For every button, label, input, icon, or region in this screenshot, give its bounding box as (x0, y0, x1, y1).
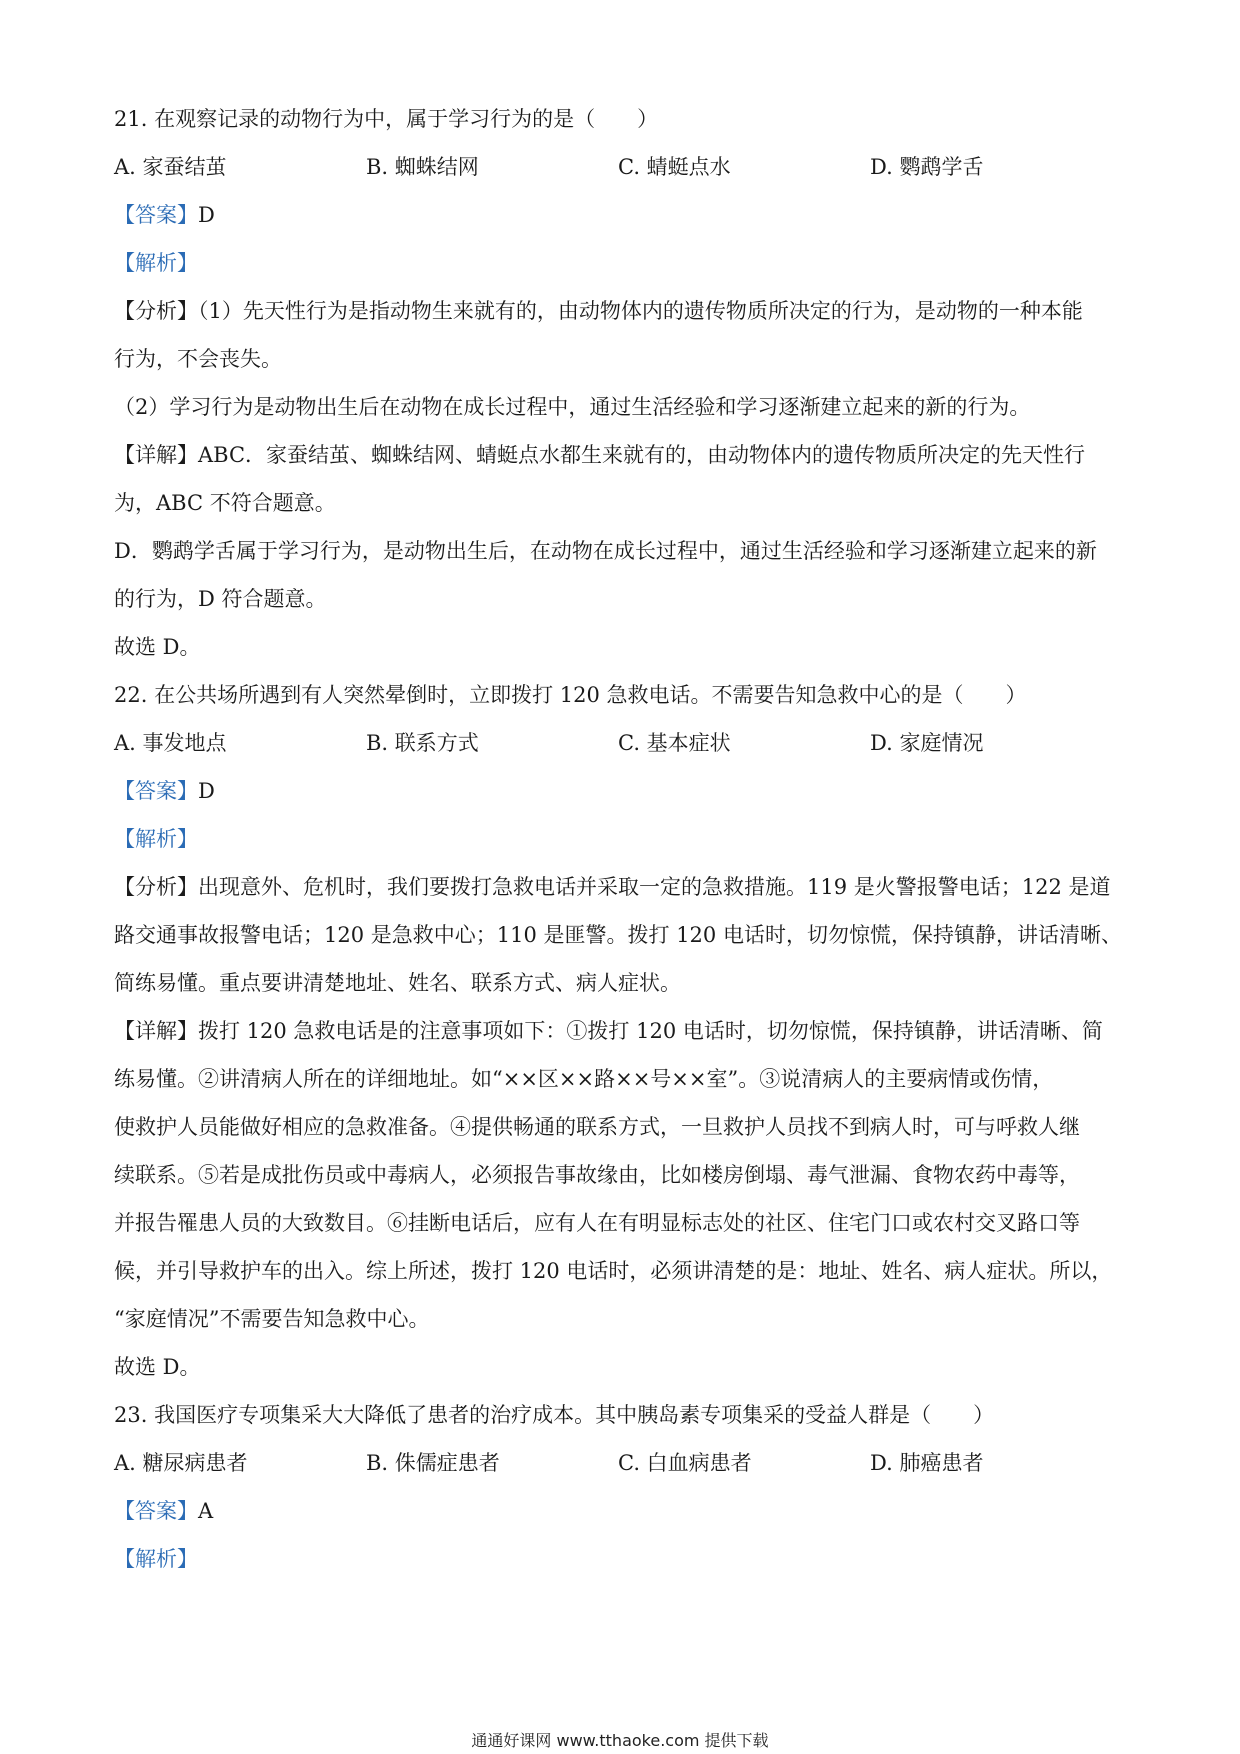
q21-fenxi-1 (114, 296, 1083, 326)
q21-jiexi (114, 248, 198, 278)
footer-watermark: 通通好课网 www.tthaoke.com 提供下载 (471, 1731, 769, 1750)
q22-fenxi-3: 简练易懂。重点要讲清楚地址、姓名、联系方式、病人症状。 (114, 971, 681, 995)
q23-option-d: D. 肺癌患者 (870, 1451, 984, 1475)
answer-value: D (198, 203, 215, 227)
q23-answer (114, 1496, 213, 1526)
q22-option-b: B. 联系方式 (366, 731, 479, 755)
xiangjie-text: 拨打 120 急救电话是的注意事项如下：①拨打 120 电话时，切勿惊慌，保持镇静，讲话清晰、简 (198, 1019, 1103, 1043)
xiangjie-text: ABC．家蚕结茧、蜘蛛结网、蜻蜓点水都生来就有的，由动物体内的遗传物质所决定的先天性行 (198, 443, 1086, 467)
q21-stem: 21. 在观察记录的动物行为中，属于学习行为的是（ ） (114, 107, 659, 131)
q21-option-c: C. 蜻蜓点水 (618, 155, 731, 179)
q22-option-c: C. 基本症状 (618, 731, 731, 755)
q22-conclusion: 故选 D。 (114, 1355, 201, 1379)
q23-option-a: A. 糖尿病患者 (114, 1451, 248, 1475)
q21-xiangjie-2: 为，ABC 不符合题意。 (114, 491, 336, 515)
q21-xiangjie-3: D．鹦鹉学舌属于学习行为，是动物出生后，在动物在成长过程中，通过生活经验和学习逐渐建立起来的新 (114, 539, 1097, 563)
fenxi-text: （1）先天性行为是指动物生来就有的，由动物体内的遗传物质所决定的行为，是动物的一种本能 (198, 299, 1083, 323)
q22-option-a: A. 事发地点 (114, 731, 227, 755)
q22-fenxi-2: 路交通事故报警电话；120 是急救中心；110 是匪警。拨打 120 电话时，切勿惊慌，保持镇静，讲话清晰、 (114, 923, 1122, 947)
q22-xiangjie-2: 练易懂。②讲清病人所在的详细地址。如“××区××路××号××室”。③说清病人的主要病情或伤情， (114, 1067, 1054, 1091)
q22-xiangjie-4: 续联系。⑤若是成批伤员或中毒病人，必须报告事故缘由，比如楼房倒塌、毒气泄漏、食物农药中毒等， (114, 1163, 1080, 1187)
answer-value: D (198, 779, 215, 803)
q22-jiexi (114, 824, 198, 854)
q21-fenxi-3: （2）学习行为是动物出生后在动物在成长过程中，通过生活经验和学习逐渐建立起来的新的行为。 (114, 395, 1031, 419)
q22-stem: 22. 在公共场所遇到有人突然晕倒时，立即拨打 120 急救电话。不需要告知急救中心的是（ ） (114, 683, 1027, 707)
jiexi-label: 【解析】 (114, 827, 198, 851)
q22-xiangjie-5: 并报告罹患人员的大致数目。⑥挂断电话后，应有人在有明显标志处的社区、住宅门口或农村交叉路口等 (114, 1211, 1080, 1235)
q22-fenxi-1 (114, 872, 1111, 902)
q22-answer (114, 776, 215, 806)
fenxi-text: 出现意外、危机时，我们要拨打急救电话并采取一定的急救措施。119 是火警报警电话；122 是道 (198, 875, 1111, 899)
jiexi-label: 【解析】 (114, 251, 198, 275)
fenxi-label: 【分析】 (114, 299, 198, 323)
q21-fenxi-2: 行为，不会丧失。 (114, 347, 282, 371)
answer-label: 【答案】 (114, 203, 198, 227)
q21-answer (114, 200, 215, 230)
q23-option-b: B. 侏儒症患者 (366, 1451, 500, 1475)
q23-stem: 23. 我国医疗专项集采大大降低了患者的治疗成本。其中胰岛素专项集采的受益人群是（ ） (114, 1403, 995, 1427)
q23-option-c: C. 白血病患者 (618, 1451, 752, 1475)
q22-xiangjie-7: “家庭情况”不需要告知急救中心。 (114, 1307, 430, 1331)
q22-xiangjie-1 (114, 1016, 1103, 1046)
q22-xiangjie-3: 使救护人员能做好相应的急救准备。④提供畅通的联系方式，一旦救护人员找不到病人时，可与呼救人继 (114, 1115, 1080, 1139)
answer-label: 【答案】 (114, 779, 198, 803)
q21-option-b: B. 蜘蛛结网 (366, 155, 479, 179)
q21-option-d: D. 鹦鹉学舌 (870, 155, 984, 179)
q21-option-a: A. 家蚕结茧 (114, 155, 227, 179)
jiexi-label: 【解析】 (114, 1547, 198, 1571)
fenxi-label: 【分析】 (114, 875, 198, 899)
q23-jiexi (114, 1544, 198, 1574)
q22-xiangjie-6: 候，并引导救护车的出入。综上所述，拨打 120 电话时，必须讲清楚的是：地址、姓名、病人症状。所以， (114, 1259, 1113, 1283)
q22-option-d: D. 家庭情况 (870, 731, 984, 755)
answer-label: 【答案】 (114, 1499, 198, 1523)
xiangjie-label: 【详解】 (114, 1019, 198, 1043)
answer-value: A (198, 1499, 214, 1523)
q21-xiangjie-1 (114, 440, 1085, 470)
xiangjie-label: 【详解】 (114, 443, 198, 467)
q21-conclusion: 故选 D。 (114, 635, 201, 659)
q21-xiangjie-4: 的行为，D 符合题意。 (114, 587, 327, 611)
